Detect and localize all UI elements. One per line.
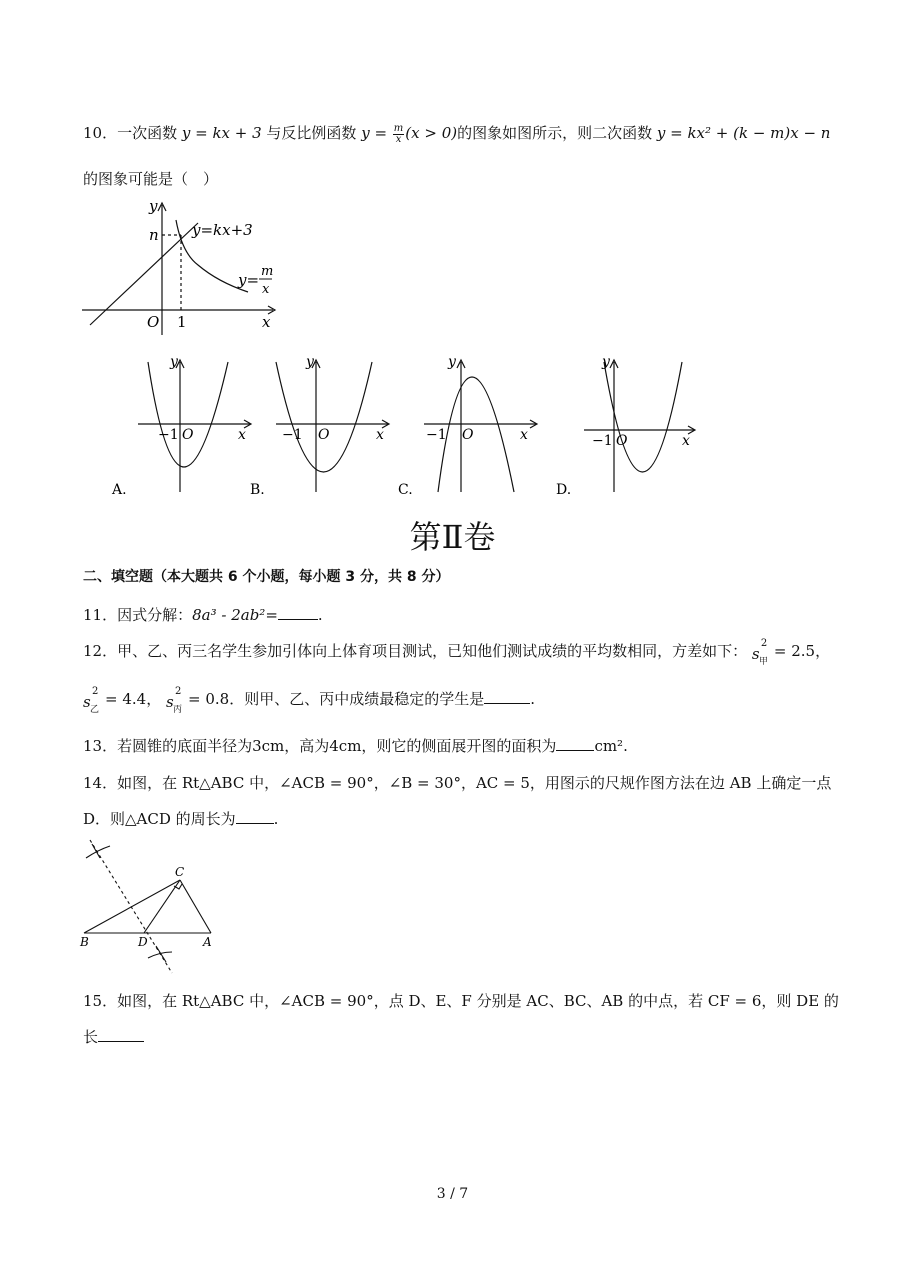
s-sub: 乙 <box>90 705 100 715</box>
variance-bing <box>165 686 188 715</box>
frac-den: x <box>395 133 402 145</box>
q14-text: D．则△ACD 的周长为 <box>83 810 236 828</box>
q14-text: 如图，在 Rt△ABC 中，∠ACB = 90°，∠B = 30°，AC = 5，用图示的尺规作图方法在边 AB 上确定一点 <box>117 774 832 792</box>
q10-text: 的图象如图所示，则二次函数 <box>457 124 657 142</box>
q15-line2 <box>83 1026 144 1047</box>
q11 <box>83 604 323 625</box>
option-y-label: y <box>170 354 178 370</box>
option-x-label: x <box>238 427 246 443</box>
option-d-graph <box>554 352 699 497</box>
question-number: 11． <box>83 606 118 624</box>
one-label: 1 <box>177 313 187 331</box>
q12-end: . <box>530 690 535 708</box>
option-neg1-label: −1 <box>158 427 179 443</box>
option-c-graph <box>396 352 541 497</box>
option-y-label: y <box>602 354 610 370</box>
q14-line1 <box>83 772 831 793</box>
question-number: 14． <box>83 774 118 792</box>
q14-end: . <box>273 810 279 828</box>
section-heading: 二、填空题（本大题共 6 个小题，每小题 3 分，共 8 分） <box>83 569 450 585</box>
option-y-label: y <box>306 354 314 370</box>
q15-line1 <box>83 990 839 1011</box>
s-power: 2 <box>760 638 768 649</box>
variance-jia <box>751 638 774 667</box>
curve-label: y= <box>238 271 260 289</box>
s-symbol: s <box>83 693 91 711</box>
q14-figure <box>76 838 226 978</box>
q10-fraction <box>393 124 404 145</box>
option-b-graph <box>248 352 393 497</box>
option-b-label: B. <box>250 482 265 497</box>
option-a-label: A. <box>112 482 127 497</box>
option-x-label: x <box>520 427 528 443</box>
option-origin-label: O <box>318 427 330 443</box>
q11-end: . <box>317 606 323 624</box>
q11-text: 因式分解： <box>117 606 193 624</box>
q10-domain: (x > 0) <box>405 124 458 142</box>
variance-yi-value: = 4.4， <box>105 690 162 708</box>
variance-jia-value: = 2.5， <box>773 642 831 660</box>
q10-linear-eq: y = kx + 3 <box>181 124 262 142</box>
q10-main-figure <box>78 195 288 340</box>
answer-blank[interactable] <box>484 689 530 704</box>
question-number: 10． <box>83 124 118 142</box>
q10-quadratic-eq: y = kx² + (k − m)x − n <box>656 124 831 142</box>
s-symbol: s <box>751 645 760 663</box>
curve-label-x: x <box>262 282 270 297</box>
q10-text: 一次函数 <box>117 124 182 142</box>
q10-line1 <box>83 122 830 145</box>
option-neg1-label: −1 <box>426 427 447 443</box>
option-origin-label: O <box>462 427 474 443</box>
point-a-label: A <box>203 935 212 949</box>
q13-unit: cm². <box>594 737 628 755</box>
q10-text: 与反比例函数 <box>261 124 362 142</box>
q15-text: 如图，在 Rt△ABC 中，∠ACB = 90°，点 D、E、F 分别是 AC、BC、AB 的中点，若 CF = 6，则 DE 的 <box>117 992 839 1010</box>
s-symbol: s <box>165 693 174 711</box>
option-a-graph <box>110 352 255 497</box>
variance-yi <box>83 686 105 715</box>
frac-num: m <box>393 122 404 134</box>
answer-blank[interactable] <box>278 605 318 620</box>
x-axis-label: x <box>262 313 271 331</box>
point-b-label: B <box>80 935 89 949</box>
q10-inverse-eq: y = <box>361 124 388 142</box>
line-label: y=kx+3 <box>192 221 253 239</box>
variance-bing-value: = 0.8 <box>187 690 230 708</box>
option-origin-label: O <box>616 433 628 449</box>
s-sub: 甲 <box>758 657 768 667</box>
q11-expression: 8a³ - 2ab²= <box>192 606 278 624</box>
q12-text: 甲、乙、丙三名学生参加引体向上体育项目测试，已知他们测试成绩的平均数相同，方差如下： <box>117 642 748 660</box>
q13-text: 若圆锥的底面半径为3cm，高为4cm，则它的侧面展开图的面积为 <box>117 737 557 755</box>
option-x-label: x <box>682 433 690 449</box>
answer-blank[interactable] <box>236 809 274 824</box>
point-d-label: D <box>138 935 148 949</box>
option-y-label: y <box>448 354 456 370</box>
q15-text: 长 <box>83 1028 99 1046</box>
s-power: 2 <box>92 686 99 697</box>
part-title: 第Ⅱ卷 <box>409 518 496 556</box>
question-number: 15． <box>83 992 118 1010</box>
option-x-label: x <box>376 427 384 443</box>
option-neg1-label: −1 <box>592 433 613 449</box>
option-neg1-label: −1 <box>282 427 303 443</box>
y-axis-label: y <box>149 197 158 215</box>
question-number: 12． <box>83 642 118 660</box>
n-label: n <box>149 226 159 244</box>
page-number: 3 / 7 <box>436 1186 469 1202</box>
curve-label-m: m <box>261 264 274 279</box>
option-c-label: C. <box>398 482 413 497</box>
q12-text: ．则甲、乙、丙中成绩最稳定的学生是 <box>229 690 485 708</box>
option-d-label: D. <box>556 482 572 497</box>
point-c-label: C <box>175 865 185 879</box>
s-power: 2 <box>174 686 182 697</box>
q10-line2: 的图象可能是（ ） <box>83 170 219 188</box>
q12-line1 <box>83 638 831 667</box>
answer-blank[interactable] <box>98 1027 144 1042</box>
s-sub: 丙 <box>172 705 182 715</box>
origin-label: O <box>147 313 160 331</box>
question-number: 13． <box>83 737 118 755</box>
q13 <box>83 735 628 756</box>
q12-line2 <box>83 686 535 715</box>
answer-blank[interactable] <box>556 736 594 751</box>
option-origin-label: O <box>182 427 194 443</box>
q14-line2 <box>83 808 278 829</box>
